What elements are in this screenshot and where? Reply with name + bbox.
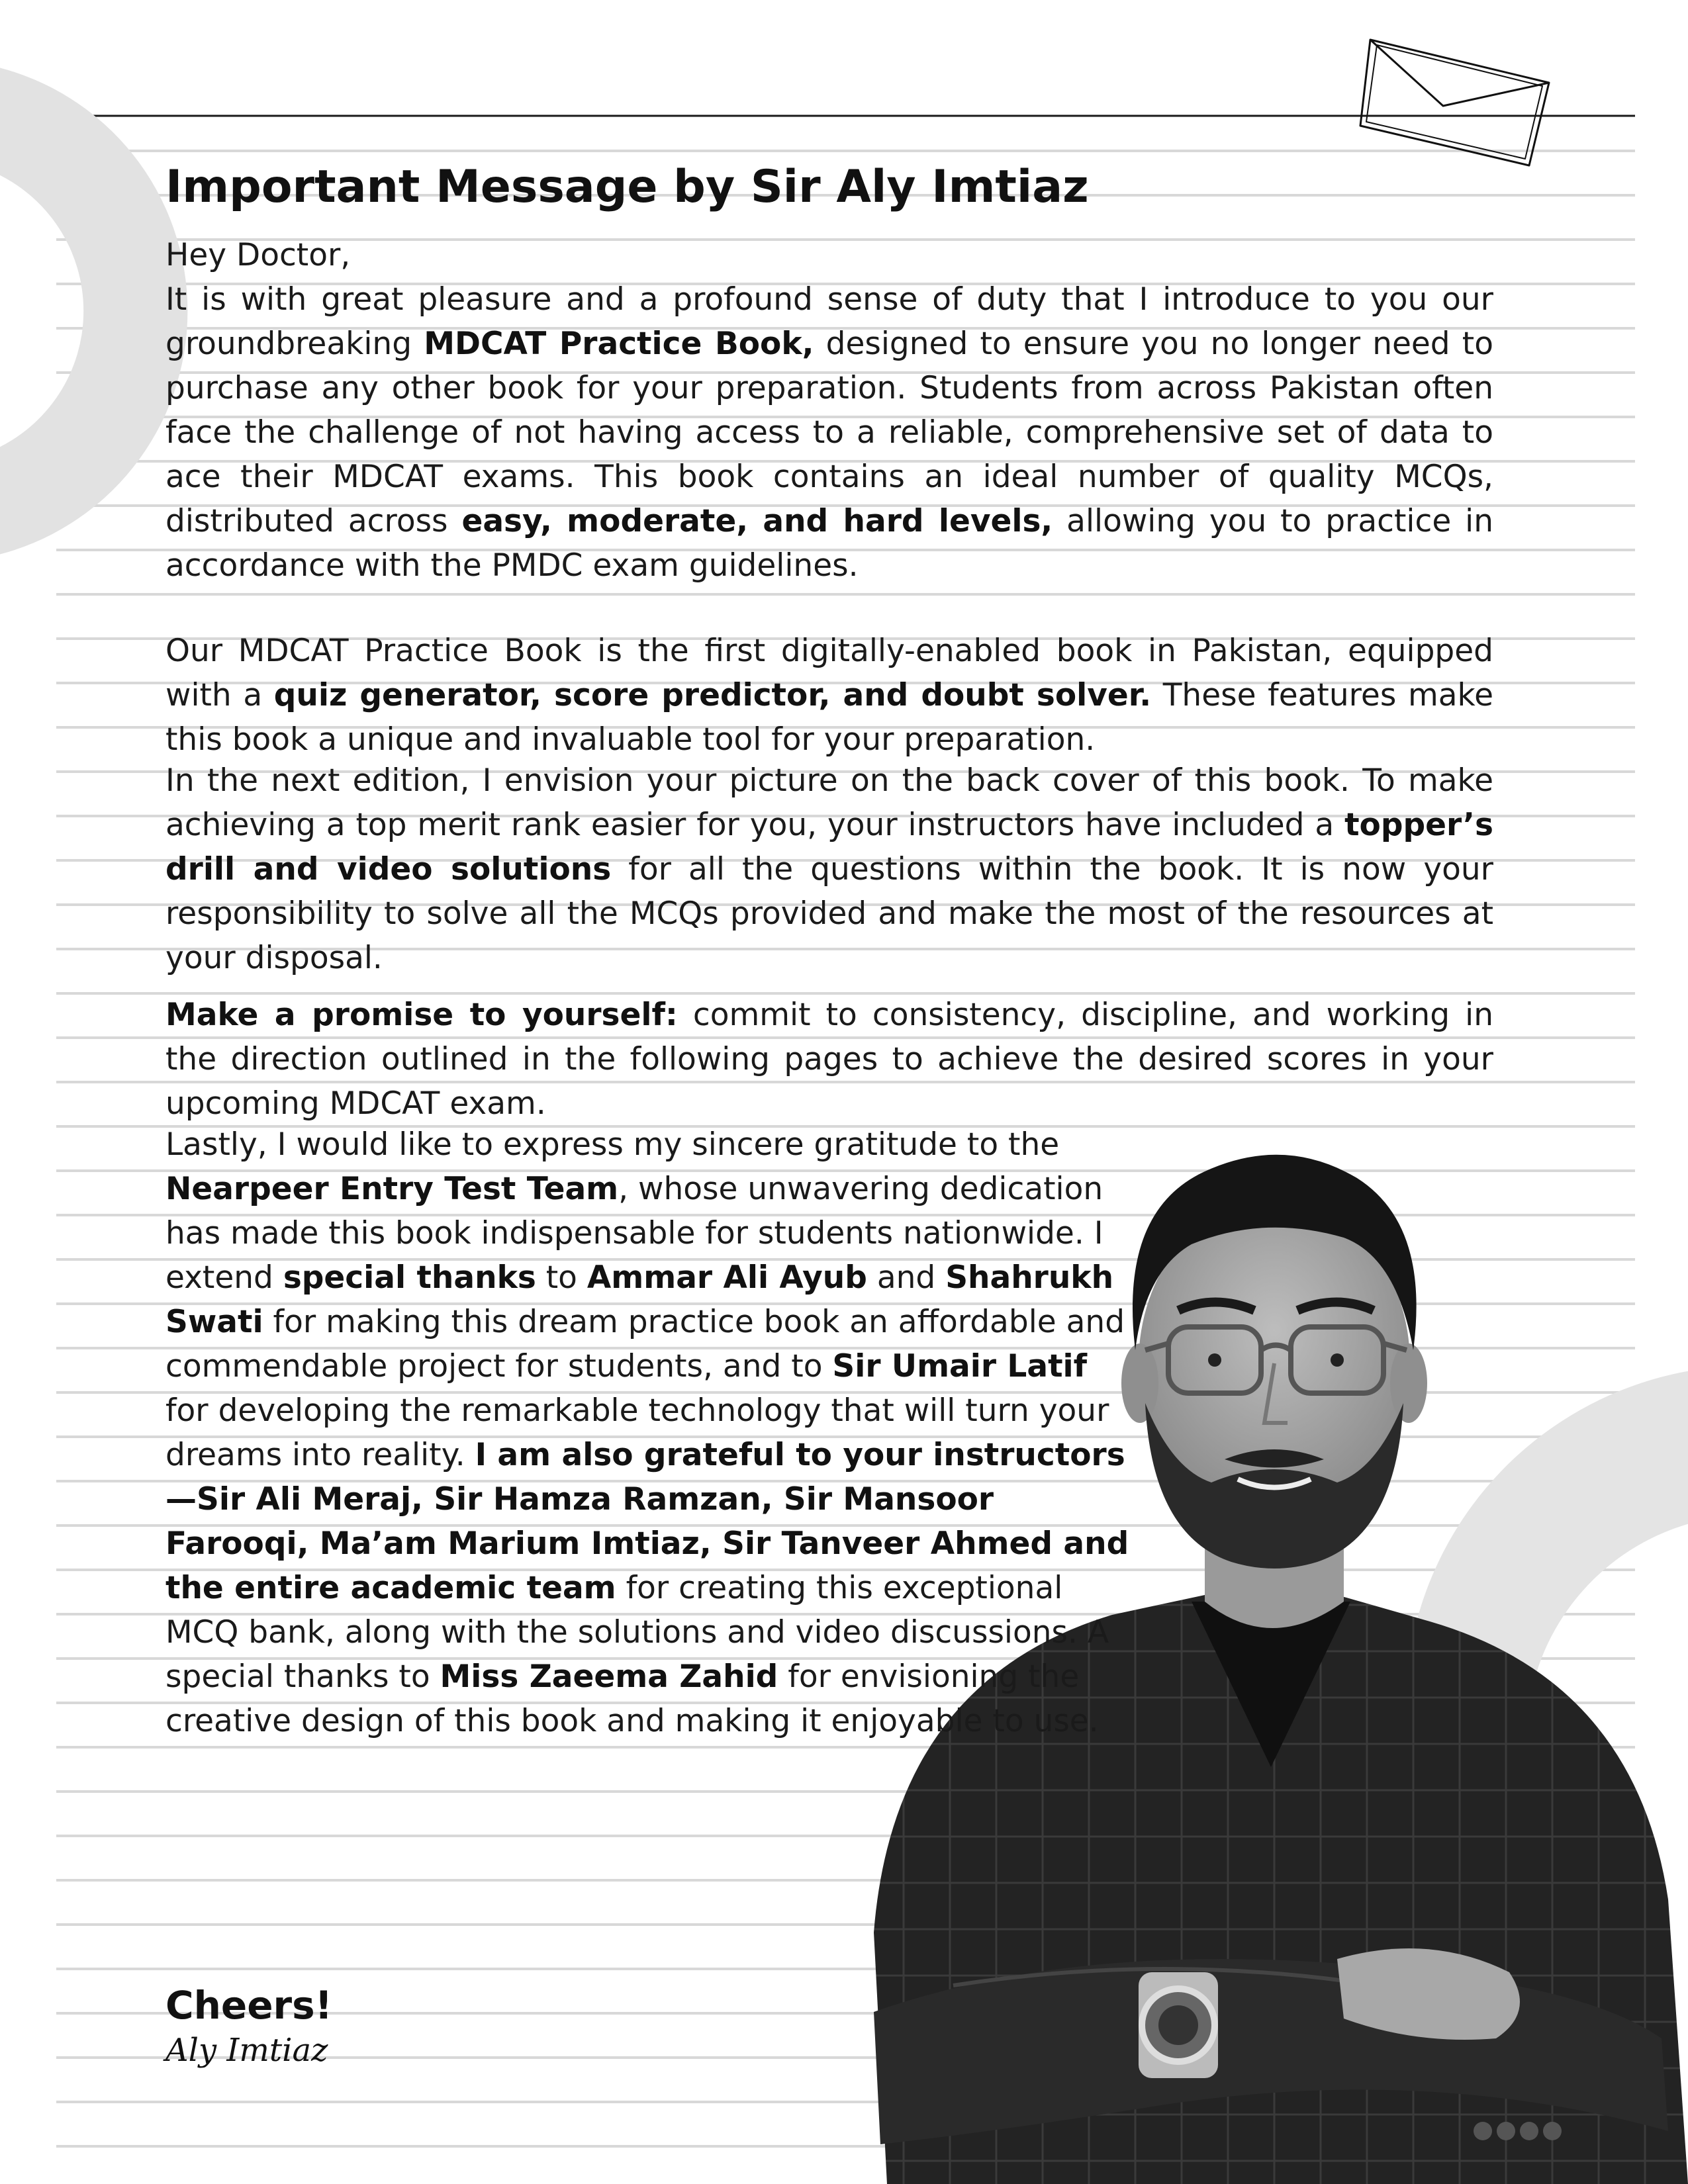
emphasis-text: quiz generator, score predictor, and doubt solver. [273,677,1152,713]
body-text: to [536,1259,587,1296]
promise-paragraph [165,993,1493,1126]
body-text: for creating this exceptional MCQ bank, along with the solutions and video discussions. A special thanks to [165,1570,1109,1695]
emphasis-text: Ammar Ali Ayub [586,1259,867,1296]
paragraph-promise-body [165,997,1493,1122]
body-text: for all the questions within the book. It is now your responsibility to solve all the MCQs provided and make the most of the resources at your disposal. [165,851,1493,976]
body-text: allowing you to practice in accordance with the PMDC exam guidelines. [165,503,1493,584]
envelope-icon [1357,26,1556,172]
body-text: for developing the remarkable technology that will turn your dreams into reality. [165,1392,1109,1473]
paragraph-intro-body [165,281,1493,584]
emphasis-text: I am also grateful to your instructors—Sir Ali Meraj, Sir Hamza Ramzan, Sir Mansoor Farooqi, Ma’am Marium Imtiaz, Sir Tanveer Ahmed and the entire academic team [165,1437,1129,1606]
body-text: for envisioning the creative design of this book and making it enjoyable to use. [165,1659,1099,1739]
emphasis-text: topper’s drill and video solutions [165,807,1493,887]
emphasis-text: Shahrukh Swati [165,1259,1114,1340]
body-text: and [867,1259,946,1296]
emphasis-text: easy, moderate, and hard levels, [461,503,1053,539]
intro-paragraph [165,233,1493,588]
body-text: It is with great pleasure and a profound sense of duty that I introduce to you our groundbreaking [165,281,1493,362]
body-text: commit to consistency, discipline, and working in the direction outlined in the following pages to achieve the desired scores in your upcoming MDCAT exam. [165,997,1493,1122]
emphasis-text: Miss Zaeema Zahid [440,1659,778,1695]
digital-features-paragraph [165,629,1493,762]
emphasis-text: special thanks [283,1259,536,1296]
next-edition-paragraph [165,758,1493,980]
body-text: , whose unwavering dedication has made this book indispensable for students nationwide. I extend [165,1171,1103,1296]
body-text: These features make this book a unique and invaluable tool for your preparation. [165,677,1493,758]
emphasis-text: MDCAT Practice Book, [424,326,814,362]
paragraph-gratitude-body [165,1126,1129,1739]
body-text: for making this dream practice book an affordable and commendable project for students, and to [165,1304,1125,1385]
body-text: Lastly, I would like to express my sincere gratitude to the [165,1126,1060,1163]
closing-cheers: Cheers! [165,1983,333,2028]
emphasis-text: Sir Umair Latif [832,1348,1088,1385]
signature: Aly Imtiaz [165,2032,328,2069]
paragraph-features-body [165,633,1493,758]
emphasis-text: Make a promise to yourself: [165,997,678,1033]
emphasis-text: Nearpeer Entry Test Team [165,1171,619,1207]
gratitude-paragraph [165,1122,1132,1743]
body-text: In the next edition, I envision your picture on the back cover of this book. To make achieving a top merit rank easier for you, your instructors have included a [165,762,1493,843]
watch-icon [1139,1972,1218,2078]
greeting: Hey Doctor, [165,237,351,273]
page-title: Important Message by Sir Aly Imtiaz [165,161,1089,213]
body-text: Our MDCAT Practice Book is the first digitally-enabled book in Pakistan, equipped with a [165,633,1493,713]
body-text: designed to ensure you no longer need to purchase any other book for your preparation. Students from across Pakistan often face the challenge of not having access to a reliable, comprehensive set of data to ace their MDCAT exams. This book contains an ideal number of quality MCQs, distributed across [165,326,1493,539]
paragraph-edition-body [165,762,1493,976]
